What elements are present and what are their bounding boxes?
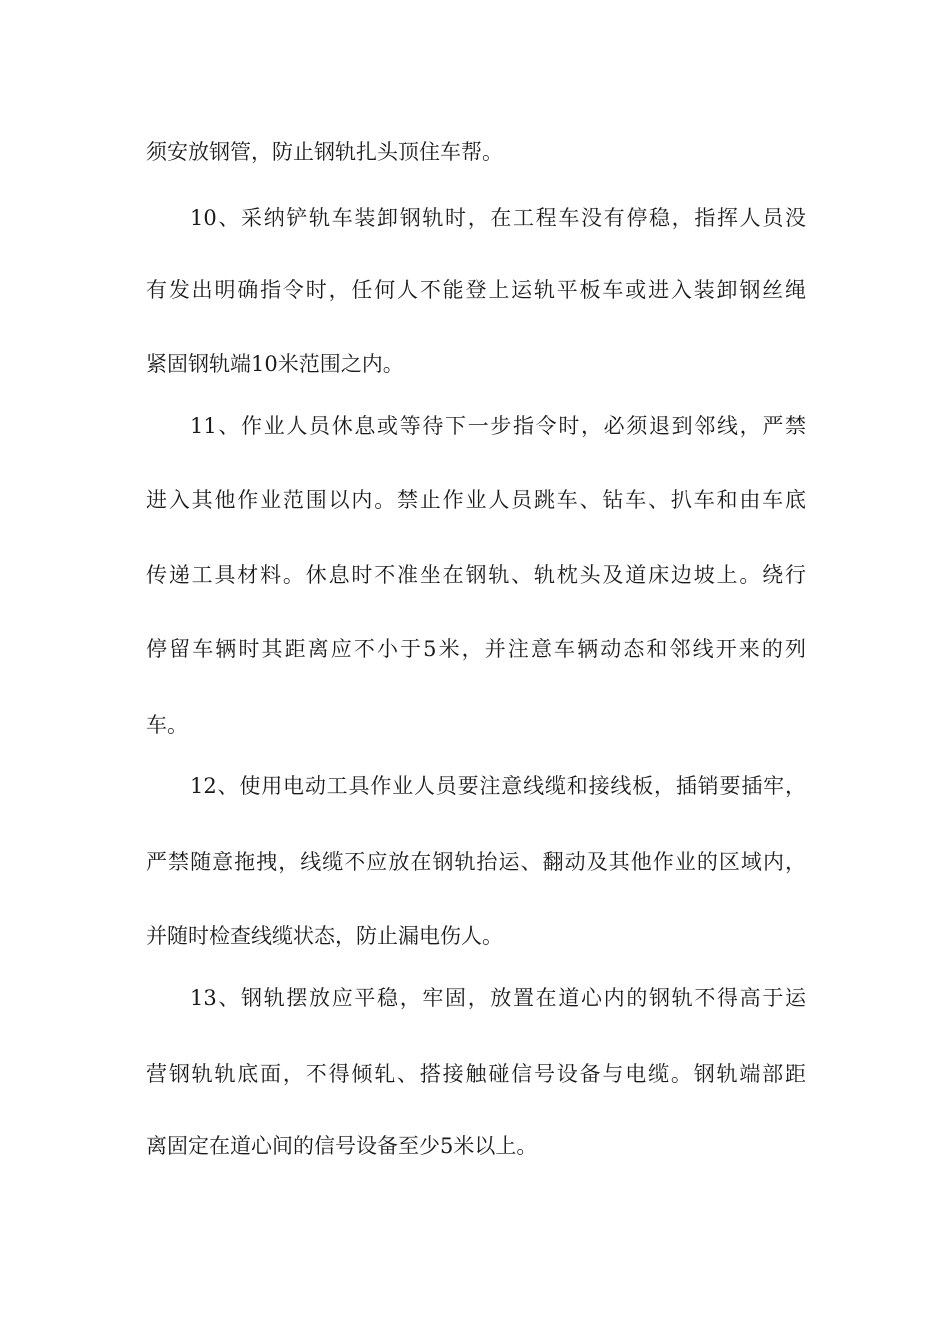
paragraph-10-line-1: 10、采纳铲轨车装卸钢轨时，在工程车没有停稳，指挥人员没 (190, 206, 806, 230)
text-line: 离固定在道心间的信号设备至少5米以上。 (146, 1134, 538, 1158)
paragraph-12-line-1: 12、使用电动工具作业人员要注意线缆和接线板，插销要插牢， (190, 774, 806, 798)
text-line: 传递工具材料。休息时不准坐在钢轨、轨枕头及道床边坡上。绕行 (146, 563, 806, 587)
text-line: 并随时检查线缆状态，防止漏电伤人。 (146, 924, 503, 948)
paragraph-13-line-1: 13、钢轨摆放应平稳，牢固，放置在道心内的钢轨不得高于运 (190, 986, 806, 1010)
text-line: 须安放钢管，防止钢轨扎头顶住车帮。 (146, 140, 503, 164)
text-line: 紧固钢轨端10米范围之内。 (146, 352, 404, 376)
text-line: 车。 (146, 713, 188, 737)
text-line: 有发出明确指令时，任何人不能登上运轨平板车或进入装卸钢丝绳 (146, 278, 806, 302)
text-line: 严禁随意拖拽，线缆不应放在钢轨抬运、翻动及其他作业的区域内， (146, 850, 806, 874)
text-line: 进入其他作业范围以内。禁止作业人员跳车、钻车、扒车和由车底 (146, 488, 806, 512)
text-line: 停留车辆时其距离应不小于5米，并注意车辆动态和邻线开来的列 (146, 637, 806, 661)
text-line: 营钢轨轨底面，不得倾轧、搭接触碰信号设备与电缆。钢轨端部距 (146, 1062, 806, 1086)
paragraph-11-line-1: 11、作业人员休息或等待下一步指令时，必须退到邻线，严禁 (190, 414, 806, 438)
